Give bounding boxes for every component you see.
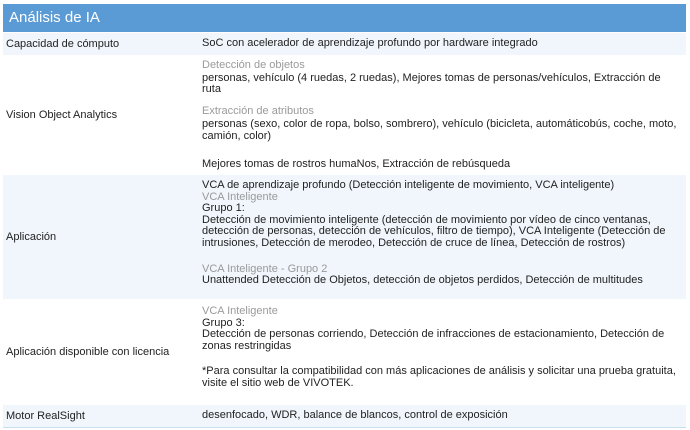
- subsection-title: Extracción de atributos: [202, 104, 314, 117]
- row-label: Aplicación: [6, 231, 57, 243]
- subsection-title: VCA Inteligente: [202, 305, 278, 317]
- license-note: *Para consultar la compatibilidad con más aplicaciones de análisis y solicitar una prueba gratuita, visite el sitio web de VIVOTEK.: [202, 365, 676, 389]
- row-label: Aplicación disponible con licencia: [6, 346, 170, 358]
- row-value: [200, 300, 686, 404]
- table-row-capacidad: [3, 32, 686, 55]
- subsection-title: VCA Inteligente - Grupo 2: [202, 262, 328, 275]
- spec-table: [3, 4, 686, 428]
- row-value: [200, 56, 686, 174]
- subsection-title: VCA Inteligente: [202, 190, 278, 203]
- subsection-text: personas, vehículo (4 ruedas, 2 ruedas), Mejores tomas de personas/vehículos, Extracción de ruta: [202, 71, 661, 96]
- row-label: Capacidad de cómputo: [6, 38, 120, 50]
- motor-value: desenfocado, WDR, balance de blancos, control de exposición: [202, 409, 508, 422]
- row-value: [200, 175, 686, 299]
- subsection-text: personas (sexo, color de ropa, bolso, sombrero), vehículo (bicicleta, automáticobús, coche, moto, camión, color): [202, 118, 677, 142]
- row-value: [200, 405, 686, 427]
- table-row-aplicacion: [3, 174, 686, 299]
- capacidad-value: SoC con acelerador de aprendizaje profundo por hardware integrado: [202, 37, 538, 50]
- subsection-text: Mejores tomas de rostros humaNos, Extracción de rebúsqueda: [202, 157, 511, 170]
- group-text: Detección de movimiento inteligente (detección de movimiento por vídeo de cinco ventanas, detección de personas, detección de vehículos, filtro de tiempo), VCA Inteligente (Detección de intrusiones, Detección de merodeo, Detección de cruce de línea, Detección de rostros): [202, 213, 666, 249]
- table-row-vision: [3, 55, 686, 174]
- group-text: Unattended Detección de Objetos, detección de objetos perdidos, Detección de multitudes: [202, 274, 643, 287]
- row-label: Motor RealSight: [6, 410, 85, 422]
- group-title: Grupo 3:: [202, 316, 245, 329]
- group-text: Detección de personas corriendo, Detección de infracciones de estacionamiento, Detección de zonas restringidas: [202, 328, 665, 352]
- row-label: Vision Object Analytics: [6, 109, 118, 121]
- subsection-title: Detección de objetos: [202, 59, 305, 71]
- table-row-licencia: [3, 299, 686, 404]
- table-title: Análisis de IA: [3, 4, 686, 32]
- table-row-motor: [3, 404, 686, 428]
- group-title: Grupo 1:: [202, 202, 245, 215]
- row-value: [200, 33, 686, 55]
- aplicacion-line: VCA de aprendizaje profundo (Detección inteligente de movimiento, VCA inteligente): [202, 179, 615, 191]
